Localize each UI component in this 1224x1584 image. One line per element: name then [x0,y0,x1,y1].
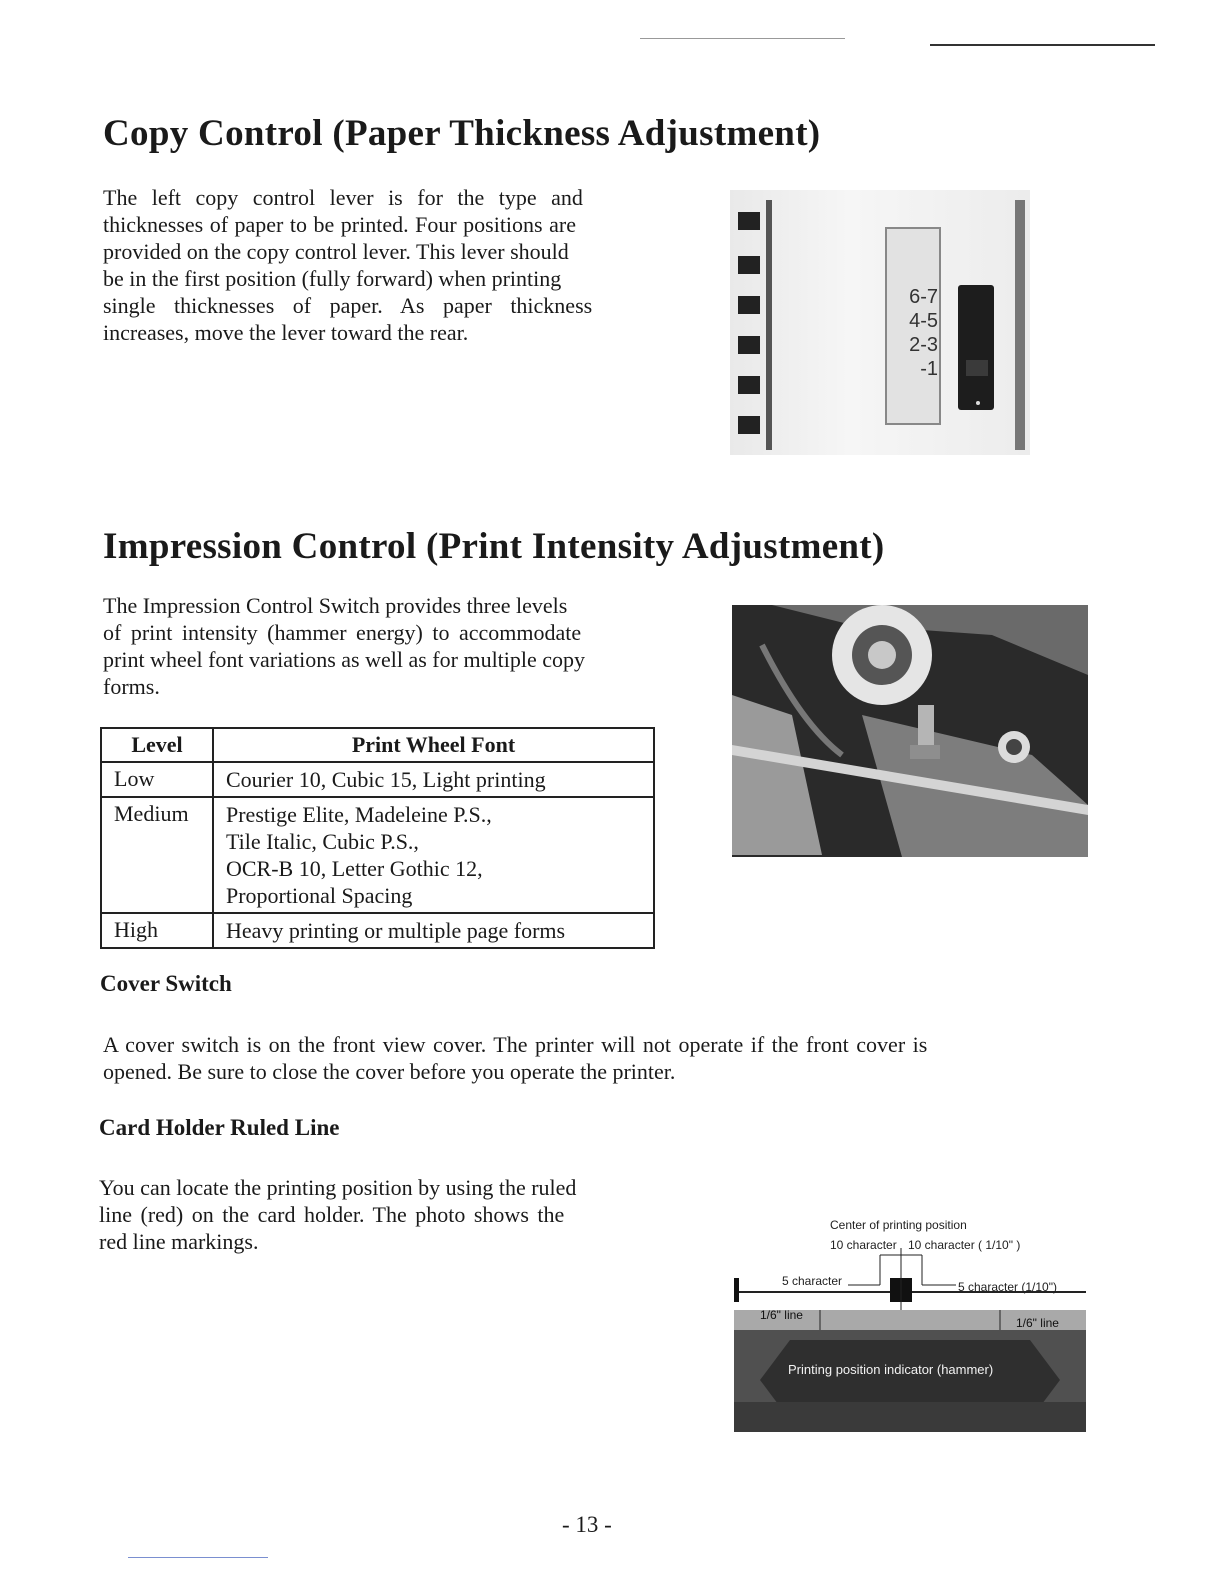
text-line: be in the first position (fully forward) when printing [103,266,562,291]
font-line: Courier 10, Cubic 15, Light printing [226,767,546,792]
text-line: provided on the copy control lever. This lever should [103,239,569,264]
text-line: single thicknesses of paper. As paper thickness [103,293,593,318]
text-line: of print intensity (hammer energy) to accommodate [103,620,582,645]
sixth-line-left-label: 1/6" line [760,1308,803,1322]
top-rule-left [640,38,845,39]
table-header-font: Print Wheel Font [213,728,654,762]
text-line: print wheel font variations as well as for multiple copy [103,647,586,672]
card-holder-diagram [730,1210,1090,1435]
table-cell-level: High [101,913,213,948]
text-line: increases, move the lever toward the rear. [103,320,469,345]
table-cell-fonts [213,797,654,913]
text-line: forms. [103,674,160,699]
text-line: thicknesses of paper to be printed. Four positions are [103,212,576,237]
font-line: Heavy printing or multiple page forms [226,918,566,943]
five-character-right-label: 5 character (1/10") [958,1280,1057,1294]
table-row [101,797,654,913]
copy-control-heading: Copy Control (Paper Thickness Adjustment) [103,113,821,154]
font-line: Proportional Spacing [226,883,413,908]
lever-position: 2-3 [909,334,938,356]
lever-position: 4-5 [909,310,938,332]
table-row [101,913,654,948]
text-line: red line markings. [99,1229,259,1254]
lever-position: 6-7 [909,286,938,308]
text-line: The left copy control lever is for the type and [103,185,583,210]
copy-control-paragraph [103,184,659,346]
table-cell-fonts [213,913,654,948]
five-character-left-label: 5 character [782,1274,843,1288]
top-rule-right [930,44,1155,46]
text-line: line (red) on the card holder. The photo shows the [99,1202,565,1227]
text-line: The Impression Control Switch provides three levels [103,593,568,618]
ten-character-right-label: 10 character ( 1/10" ) [908,1238,1021,1252]
table-cell-level: Low [101,762,213,797]
impression-switch-photo [732,605,1088,857]
card-holder-heading: Card Holder Ruled Line [99,1115,340,1140]
table-cell-fonts [213,762,654,797]
table-header-row [101,728,654,762]
ten-character-left-label: 10 character [830,1238,897,1252]
impression-level-table [100,727,655,949]
text-line: You can locate the printing position by using the ruled [99,1175,577,1200]
impression-control-paragraph [103,592,659,700]
table-cell-level: Medium [101,797,213,913]
card-holder-paragraph [99,1174,655,1255]
lever-position-labels [888,285,938,381]
text-line: opened. Be sure to close the cover before you operate the printer. [103,1059,676,1084]
center-of-printing-label: Center of printing position [830,1218,967,1232]
page-number: - 13 - [562,1512,612,1537]
cover-switch-paragraph [103,1031,1083,1085]
font-line: Tile Italic, Cubic P.S., [226,829,419,854]
cover-switch-heading: Cover Switch [100,971,232,996]
bottom-rule [128,1557,268,1558]
copy-control-lever-photo [730,190,1030,455]
text-line: A cover switch is on the front view cover. The printer will not operate if the front cover is [103,1032,928,1057]
lever-illustration [730,190,1030,455]
table-header-level: Level [101,728,213,762]
impression-control-heading: Impression Control (Print Intensity Adjustment) [103,526,885,567]
lever-position: -1 [920,358,938,380]
font-line: OCR-B 10, Letter Gothic 12, [226,856,483,881]
font-line: Prestige Elite, Madeleine P.S., [226,802,492,827]
sixth-line-right-label: 1/6" line [1016,1316,1059,1330]
printing-position-indicator-label: Printing position indicator (hammer) [788,1362,994,1377]
table-row [101,762,654,797]
impression-switch-illustration [732,605,1088,857]
